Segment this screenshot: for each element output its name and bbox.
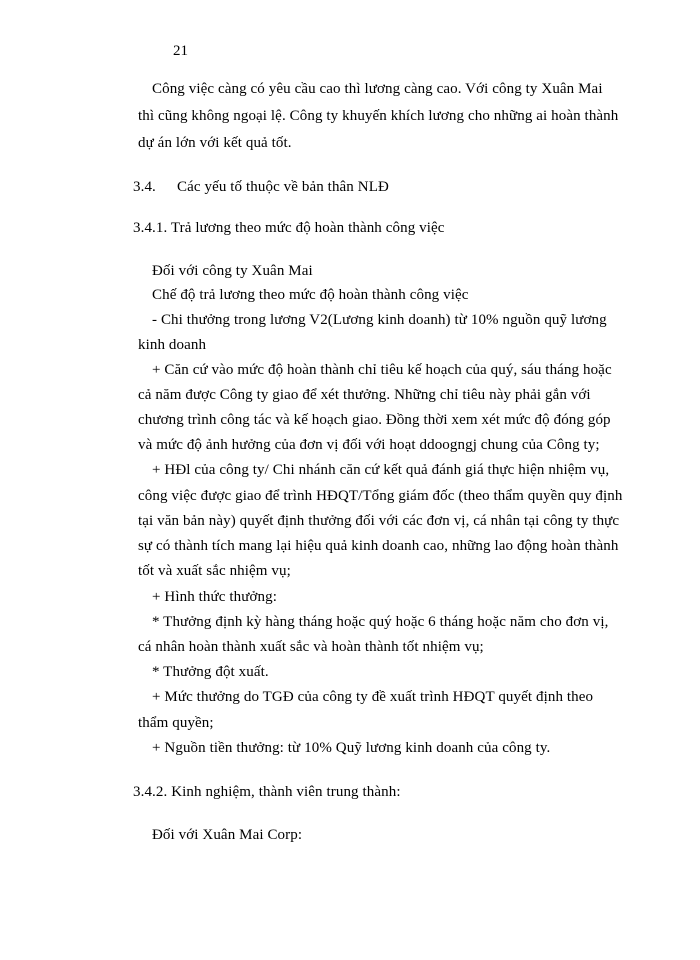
section-3-4-1-heading: 3.4.1. Trả lương theo mức độ hoàn thành công việc: [133, 220, 445, 236]
intro-line-1: Công việc càng có yêu cầu cao thì lương càng cao. Với công ty Xuân Mai: [152, 81, 603, 97]
s341-line-4: kinh doanh: [138, 337, 207, 353]
s341-line-19: thẩm quyền;: [138, 715, 214, 731]
section-3-4-title: Các yếu tố thuộc về bản thân NLĐ: [177, 179, 389, 195]
s341-line-3: - Chi thưởng trong lương V2(Lương kinh doanh) từ 10% nguồn quỹ lương: [152, 312, 607, 328]
intro-line-3: dự án lớn với kết quả tốt.: [138, 135, 292, 151]
s341-line-17: * Thưởng đột xuất.: [152, 664, 269, 680]
s341-line-8: và mức độ ảnh hưởng của đơn vị đối với hoạt ddoogngj chung của Công ty;: [138, 437, 600, 453]
s341-line-15: * Thưởng định kỳ hàng tháng hoặc quý hoặc 6 tháng hoặc năm cho đơn vị,: [152, 614, 609, 630]
intro-line-2: thì cũng không ngoại lệ. Công ty khuyến khích lương cho những ai hoàn thành: [138, 108, 619, 124]
s341-line-20: + Nguồn tiền thưởng: từ 10% Quỹ lương kinh doanh của công ty.: [152, 740, 551, 756]
page-number: 21: [173, 43, 188, 59]
section-3-4-number: 3.4.: [133, 179, 156, 195]
s342-line-1: Đối với Xuân Mai Corp:: [152, 827, 303, 843]
s341-line-11: tại văn bản này) quyết định thưởng đối với các đơn vị, cá nhân tại công ty thực: [138, 513, 620, 529]
s341-line-9: + HĐl của công ty/ Chi nhánh căn cứ kết quả đánh giá thực hiện nhiệm vụ,: [152, 462, 610, 478]
s341-line-6: cả năm được Công ty giao để xét thưởng. Những chỉ tiêu này phải gắn với: [138, 387, 591, 403]
s341-line-13: tốt và xuất sắc nhiệm vụ;: [138, 563, 291, 579]
s341-line-18: + Mức thưởng do TGĐ của công ty đề xuất trình HĐQT quyết định theo: [152, 689, 594, 705]
section-3-4-2-heading: 3.4.2. Kinh nghiệm, thành viên trung thành:: [133, 784, 401, 800]
s341-line-12: sự có thành tích mang lại hiệu quả kinh doanh cao, những lao động hoàn thành: [138, 538, 619, 554]
s341-line-16: cá nhân hoàn thành xuất sắc và hoàn thành tốt nhiệm vụ;: [138, 639, 484, 655]
s341-line-10: công việc được giao để trình HĐQT/Tổng giám đốc (theo thẩm quyền quy định: [138, 488, 623, 504]
s341-line-5: + Căn cứ vào mức độ hoàn thành chỉ tiêu kế hoạch của quý, sáu tháng hoặc: [152, 362, 612, 378]
s341-line-1: Đối với công ty Xuân Mai: [152, 263, 313, 279]
s341-line-7: chương trình công tác và kế hoạch giao. Đồng thời xem xét mức độ đóng góp: [138, 412, 611, 428]
s341-line-2: Chế độ trả lương theo mức độ hoàn thành công việc: [152, 287, 469, 303]
s341-line-14: + Hình thức thưởng:: [152, 589, 277, 605]
